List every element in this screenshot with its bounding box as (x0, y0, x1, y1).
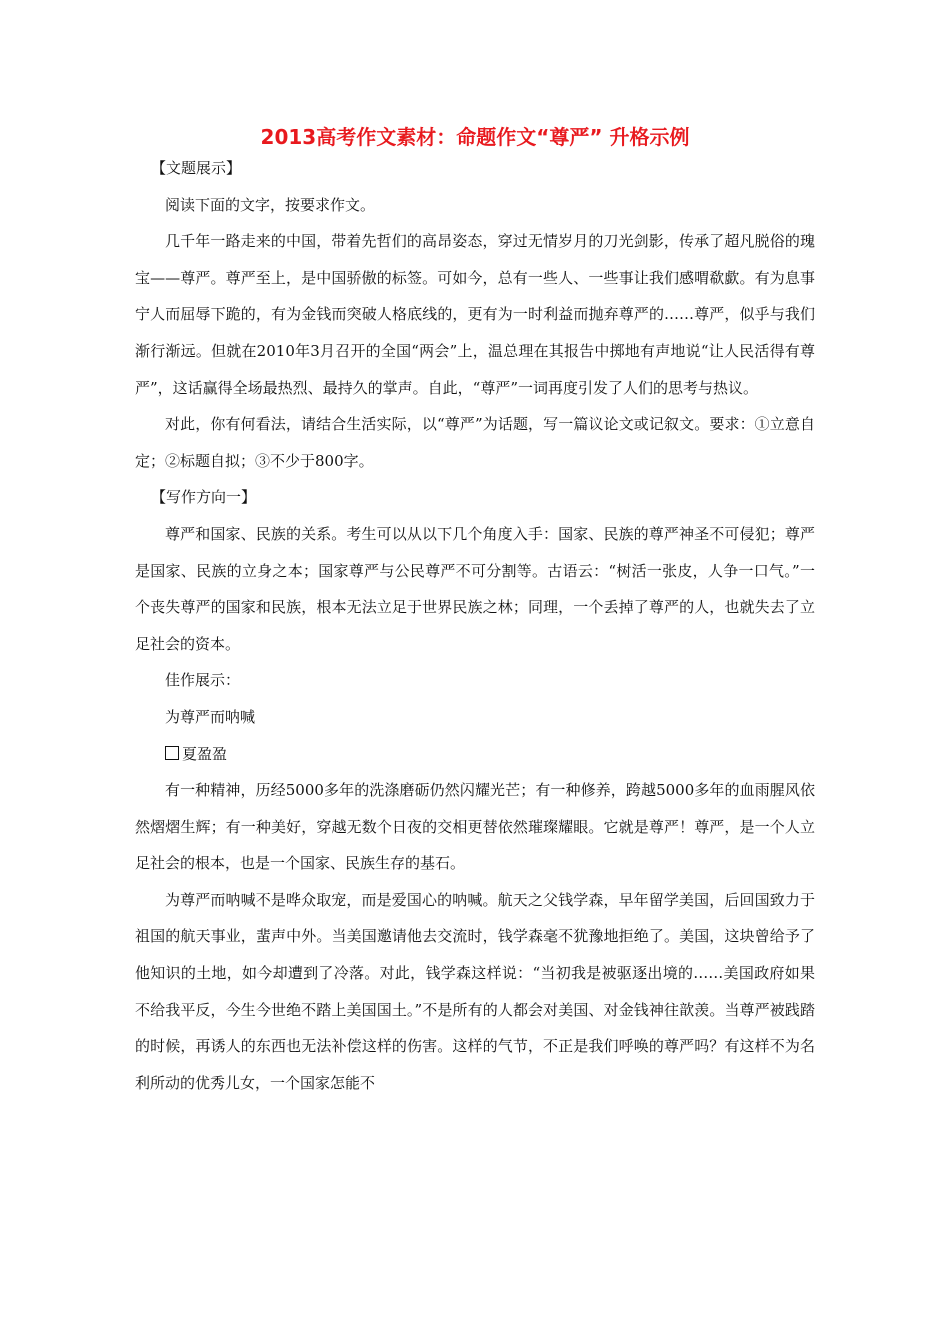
paragraph-essay-1: 有一种精神，历经5000多年的洗涤磨砺仍然闪耀光芒；有一种修养，跨越5000多年的血雨腥风依然熠熠生辉；有一种美好，穿越无数个日夜的交相更替依然璀璨耀眼。它就是尊严！尊严，是一个人立足社会的根本，也是一个国家、民族生存的基石。 (135, 781, 815, 873)
essay-author (135, 736, 815, 773)
section-heading-direction: 【写作方向一】 (151, 488, 257, 507)
paragraph-instruction: 阅读下面的文字，按要求作文。 (165, 195, 376, 214)
section-heading-topic: 【文题展示】 (151, 159, 242, 177)
paragraph-direction-1: 尊严和国家、民族的关系。考生可以从以下几个角度入手：国家、民族的尊严神圣不可侵犯；尊严是国家、民族的立身之本；国家尊严与公民尊严不可分割等。古语云：“树活一张皮，人争一口气。”一个丧失尊严的国家和民族，根本无法立足于世界民族之林；同理，一个丢掉了尊严的人，也就失去了立足社会的资本。 (135, 524, 815, 653)
essay-title: 为尊严而呐喊 (165, 707, 256, 726)
document-title: 2013高考作文素材：命题作文“尊严” 升格示例 (260, 125, 690, 149)
document-body (135, 150, 815, 1101)
square-box-icon (165, 746, 179, 760)
paragraph-essay-2: 为尊严而呐喊不是哗众取宠，而是爱国心的呐喊。航天之父钱学森，早年留学美国，后回国致力于祖国的航天事业，蜚声中外。当美国邀请他去交流时，钱学森毫不犹豫地拒绝了。美国，这块曾给予了他知识的土地，如今却遭到了冷落。对此，钱学森这样说：“当初我是被驱逐出境的……美国政府如果不给我平反，今生今世绝不踏上美国国土。”不是所有的人都会对美国、对金钱神往歆羡。当尊严被践踏的时候，再诱人的东西也无法补偿这样的伤害。这样的气节，不正是我们呼唤的尊严吗？有这样不为名利所动的优秀儿女，一个国家怎能不 (135, 890, 815, 1092)
author-name: 夏盈盈 (182, 744, 228, 763)
paragraph-prompt-2: 对此，你有何看法，请结合生活实际，以“尊严”为话题，写一篇议论文或记叙文。要求：①立意自定；②标题自拟；③不少于800字。 (135, 415, 815, 470)
paragraph-showcase-label: 佳作展示： (165, 671, 241, 690)
paragraph-prompt-1: 几千年一路走来的中国，带着先哲们的高昂姿态，穿过无情岁月的刀光剑影，传承了超凡脱俗的瑰宝——尊严。尊严至上，是中国骄傲的标签。可如今，总有一些人、一些事让我们感喟欷歔。有为息事宁人而屈辱下跪的，有为金钱而突破人格底线的，更有为一时利益而抛弃尊严的……尊严，似乎与我们渐行渐远。但就在2010年3月召开的全国“两会”上，温总理在其报告中掷地有声地说“让人民活得有尊严”，这话赢得全场最热烈、最持久的掌声。自此，“尊严”一词再度引发了人们的思考与热议。 (135, 232, 815, 397)
